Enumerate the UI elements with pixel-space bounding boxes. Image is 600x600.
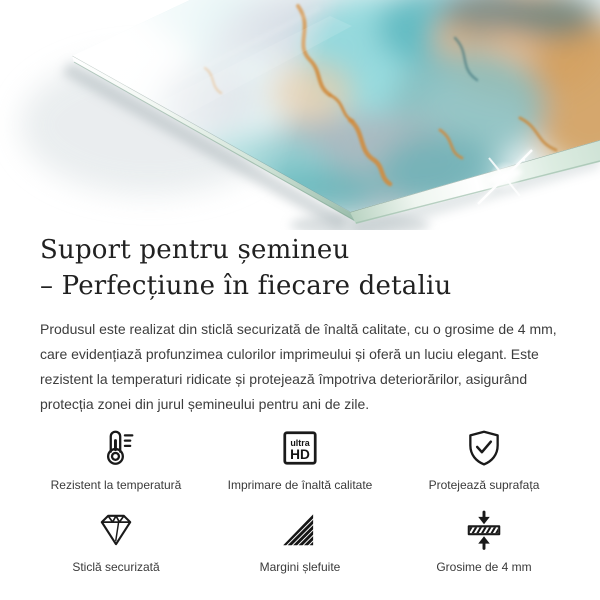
feature-print-quality bbox=[208, 425, 392, 493]
feature-tempered-glass bbox=[24, 507, 208, 575]
polished-edges-icon bbox=[279, 507, 321, 553]
feature-label: Protejează suprafața bbox=[428, 478, 540, 492]
feature-label: Imprimare de înaltă calitate bbox=[227, 478, 373, 492]
feature-grid bbox=[24, 425, 576, 575]
product-description: Produsul este realizat din sticlă securizată de înaltă calitate, cu o grosime de 4 mm, care evidențiază profunzimea culorilor imprimeului și oferă un luciu elegant. Este rezistent la temperaturi ridicate și protejează împotriva deteriorărilor, asigurând protecția zonei din jurul șemineului pentru ani de zile. bbox=[40, 321, 557, 412]
page-title-line2: – Perfecțiune în fiecare detaliu bbox=[40, 271, 452, 301]
feature-protects-surface bbox=[392, 425, 576, 493]
feature-temperature bbox=[24, 425, 208, 493]
thermometer-icon bbox=[95, 425, 137, 471]
product-photo bbox=[0, 0, 600, 230]
glass-panel-image bbox=[0, 0, 600, 230]
feature-polished-edges bbox=[208, 507, 392, 575]
feature-thickness bbox=[392, 507, 576, 575]
ultra-hd-icon bbox=[279, 425, 321, 471]
feature-label: Grosime de 4 mm bbox=[436, 560, 532, 574]
svg-text:ultra: ultra bbox=[290, 437, 310, 448]
thickness-icon bbox=[463, 507, 505, 553]
feature-label: Rezistent la temperatură bbox=[50, 478, 182, 492]
feature-label: Sticlă securizată bbox=[72, 560, 160, 574]
page-title bbox=[40, 232, 560, 304]
svg-text:HD: HD bbox=[290, 447, 310, 463]
feature-label: Margini șlefuite bbox=[259, 560, 341, 574]
diamond-icon bbox=[95, 507, 137, 553]
shield-check-icon bbox=[463, 425, 505, 471]
page-title-line1: Suport pentru șemineu bbox=[40, 235, 350, 265]
